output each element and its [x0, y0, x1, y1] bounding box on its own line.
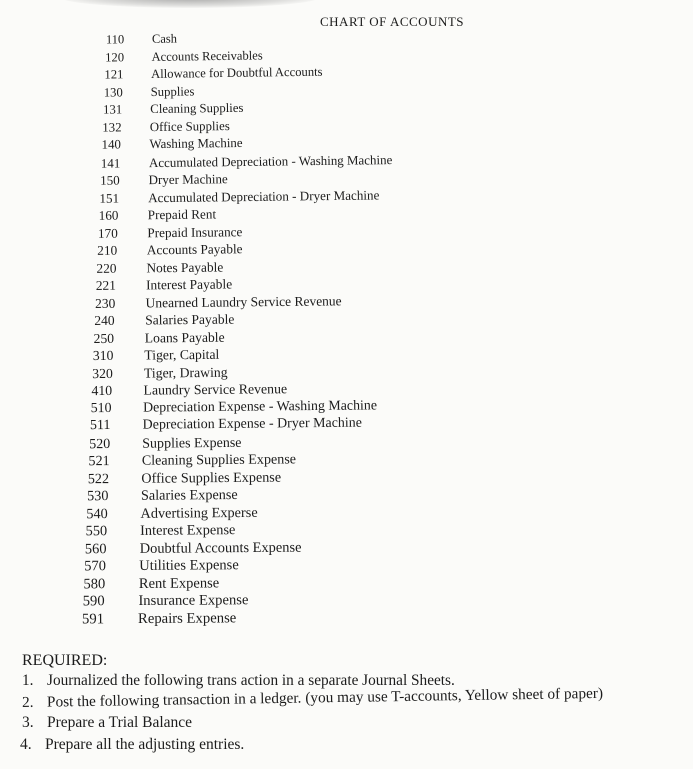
account-name: Interest Expense — [140, 522, 236, 540]
required-item-number: 2. — [21, 693, 34, 711]
required-item-number: 4. — [20, 736, 32, 753]
account-name: Prepaid Insurance — [147, 223, 243, 240]
account-name: Dryer Machine — [148, 171, 228, 188]
account-code: 140 — [101, 137, 122, 152]
required-item-4 — [20, 736, 244, 754]
account-name: Loans Payable — [144, 329, 225, 346]
required-item-text: Prepare a Trial Balance — [47, 714, 193, 731]
account-code: 170 — [97, 225, 118, 241]
account-code: 150 — [100, 172, 120, 188]
account-name: Supplies Expense — [142, 434, 242, 452]
account-name: Accounts Receivables — [151, 47, 263, 64]
account-code: 591 — [81, 611, 105, 628]
account-name: Tiger, Capital — [144, 347, 220, 363]
account-code: 520 — [89, 435, 111, 453]
required-item-number: 3. — [22, 714, 34, 731]
account-name: Laundry Service Revenue — [143, 381, 288, 398]
account-code: 220 — [96, 260, 117, 276]
account-name: Prepaid Rent — [147, 206, 217, 223]
account-name: Accounts Payable — [146, 241, 243, 258]
account-code: 141 — [100, 155, 121, 171]
account-name: Depreciation Expense - Washing Machine — [142, 398, 378, 416]
account-name: Notes Payable — [146, 259, 224, 276]
account-code: 570 — [84, 558, 106, 575]
required-heading: REQUIRED: — [22, 652, 108, 669]
account-code: 310 — [92, 348, 114, 364]
account-name: Doubtful Accounts Expense — [139, 539, 302, 557]
account-code: 550 — [85, 523, 108, 540]
account-code: 120 — [105, 49, 125, 65]
account-name: Repairs Expense — [137, 610, 237, 628]
account-name: Office Supplies — [149, 118, 230, 134]
account-name: Accumulated Depreciation - Dryer Machine — [148, 187, 380, 205]
account-name: Supplies — [150, 83, 195, 99]
account-row — [0, 607, 693, 630]
account-code: 121 — [104, 67, 124, 82]
required-item-text: Prepare all the adjusting entries. — [45, 736, 245, 753]
account-code: 130 — [103, 84, 123, 100]
account-code: 151 — [99, 190, 120, 206]
account-name: Rent Expense — [138, 575, 220, 592]
account-code: 522 — [87, 470, 110, 488]
account-name: Unearned Laundry Service Revenue — [145, 293, 342, 311]
account-name: Tiger, Drawing — [143, 364, 228, 381]
account-name: Washing Machine — [149, 135, 243, 152]
account-name: Office Supplies Expense — [141, 469, 282, 487]
account-code: 511 — [89, 418, 111, 434]
account-name: Insurance Expense — [138, 592, 249, 610]
account-name: Utilities Expense — [139, 557, 239, 575]
required-item-text: Post the following transaction in a ledger. (you may use T-accounts, Yellow sheet of paper) — [46, 684, 604, 711]
account-code: 320 — [92, 365, 113, 381]
account-code: 540 — [86, 506, 108, 523]
required-item-3 — [22, 714, 192, 732]
account-name: Cash — [151, 31, 178, 46]
account-code: 230 — [94, 295, 116, 311]
account-code: 521 — [88, 453, 110, 470]
account-code: 530 — [86, 488, 109, 505]
account-code: 250 — [93, 330, 115, 346]
account-name: Allowance for Doubtful Accounts — [151, 64, 323, 81]
required-item-number: 1. — [22, 672, 34, 689]
account-code: 590 — [82, 593, 105, 610]
page-title: CHART OF ACCOUNTS — [320, 14, 465, 29]
account-name: Interest Payable — [145, 276, 233, 293]
account-name: Cleaning Supplies — [150, 100, 244, 117]
account-code: 110 — [105, 32, 125, 47]
account-code: 510 — [90, 400, 112, 416]
account-code: 160 — [98, 207, 119, 223]
required-item-text: Journalized the following trans action in a separate Journal Sheets. — [47, 672, 455, 689]
account-name: Accumulated Depreciation - Washing Machine — [148, 151, 393, 170]
account-name: Advertising Experse — [140, 504, 258, 522]
account-code: 410 — [91, 383, 113, 399]
account-name: Cleaning Supplies Expense — [141, 451, 297, 470]
account-code: 240 — [94, 313, 115, 329]
account-code: 132 — [102, 119, 122, 135]
account-name: Salaries Payable — [145, 311, 235, 328]
account-name: Salaries Expense — [140, 487, 238, 505]
account-name: Depreciation Expense - Dryer Machine — [142, 415, 362, 433]
account-code: 210 — [97, 242, 118, 259]
account-code: 221 — [95, 277, 117, 294]
account-code: 131 — [102, 102, 123, 117]
account-code: 580 — [83, 576, 106, 593]
account-code: 560 — [84, 541, 107, 558]
